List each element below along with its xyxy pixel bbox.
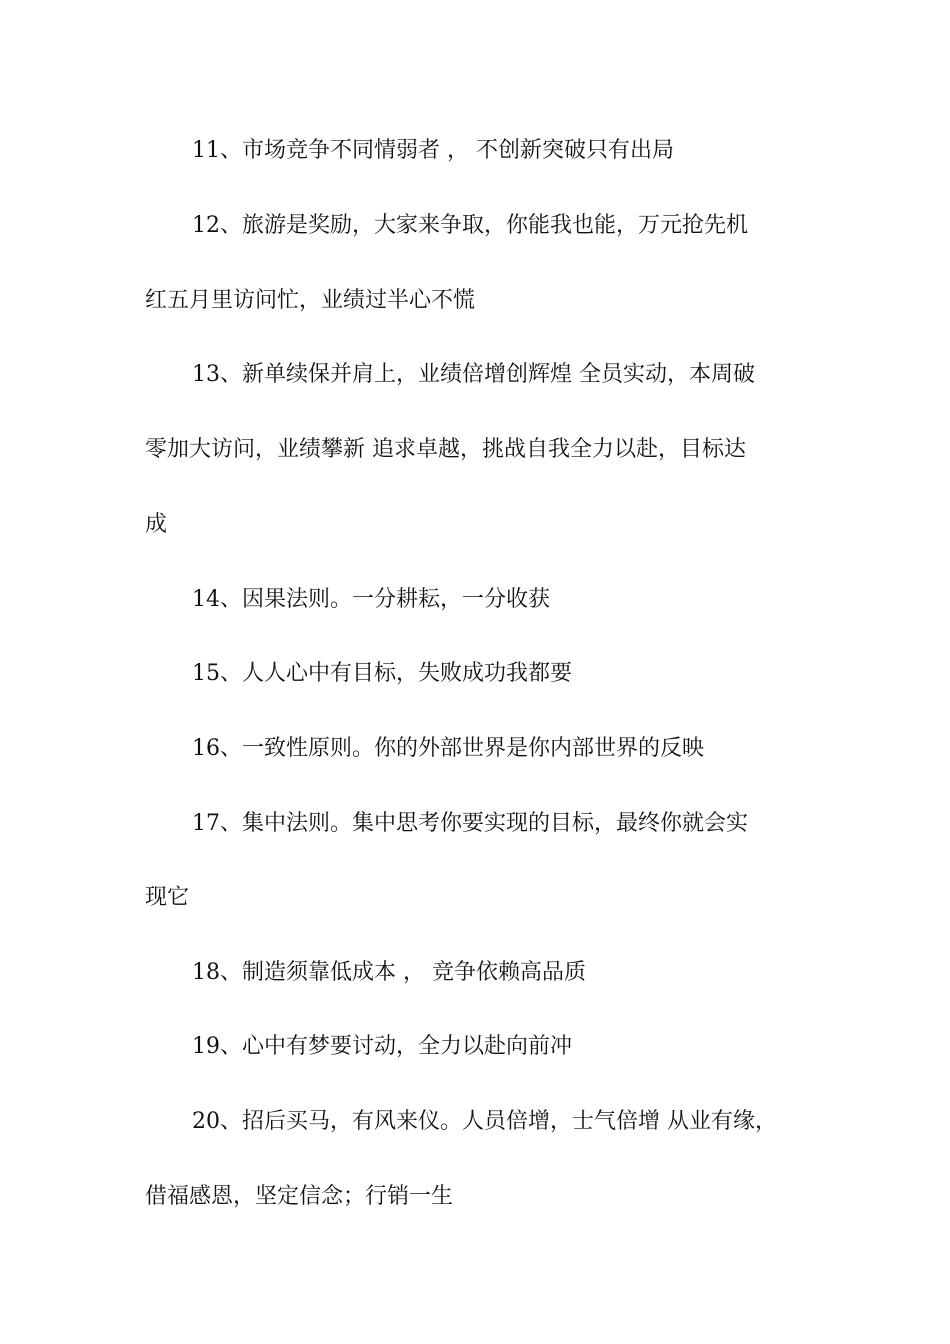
text-line-17: 17、集中法则。集中思考你要实现的目标，最终你就会实 [192, 811, 748, 836]
text-line-11: 11、市场竞争不同情弱者 ， 不创新突破只有出局 [192, 138, 674, 163]
text-line-14: 14、因果法则。一分耕耘，一分收获 [192, 587, 550, 612]
text-line-12: 12、旅游是奖励，大家来争取，你能我也能，万元抢先机 [192, 213, 748, 238]
text-line-13-cont: 零加大访问，业绩攀新 追求卓越，挑战自我全力以赴，目标达 [145, 437, 746, 462]
text-line-19: 19、心中有梦要讨动，全力以赴向前冲 [192, 1034, 572, 1059]
text-line-20-cont: 借福感恩，坚定信念；行销一生 [145, 1184, 454, 1209]
text-line-13: 13、新单续保并肩上，业绩倍增创辉煌 全员实动，本周破 [192, 362, 755, 387]
text-line-16: 16、一致性原则。你的外部世界是你内部世界的反映 [192, 736, 704, 761]
text-line-15: 15、人人心中有目标，失败成功我都要 [192, 661, 572, 686]
text-line-20: 20、招后买马，有风来仪。人员倍增，士气倍增 从业有缘， [192, 1109, 777, 1134]
text-line-13-end: 成 [145, 512, 168, 537]
text-line-12-cont: 红五月里访问忙，业绩过半心不慌 [145, 288, 476, 313]
text-line-18: 18、制造须靠低成本 ， 竞争依赖高品质 [192, 960, 586, 985]
text-line-17-cont: 现它 [145, 885, 190, 910]
